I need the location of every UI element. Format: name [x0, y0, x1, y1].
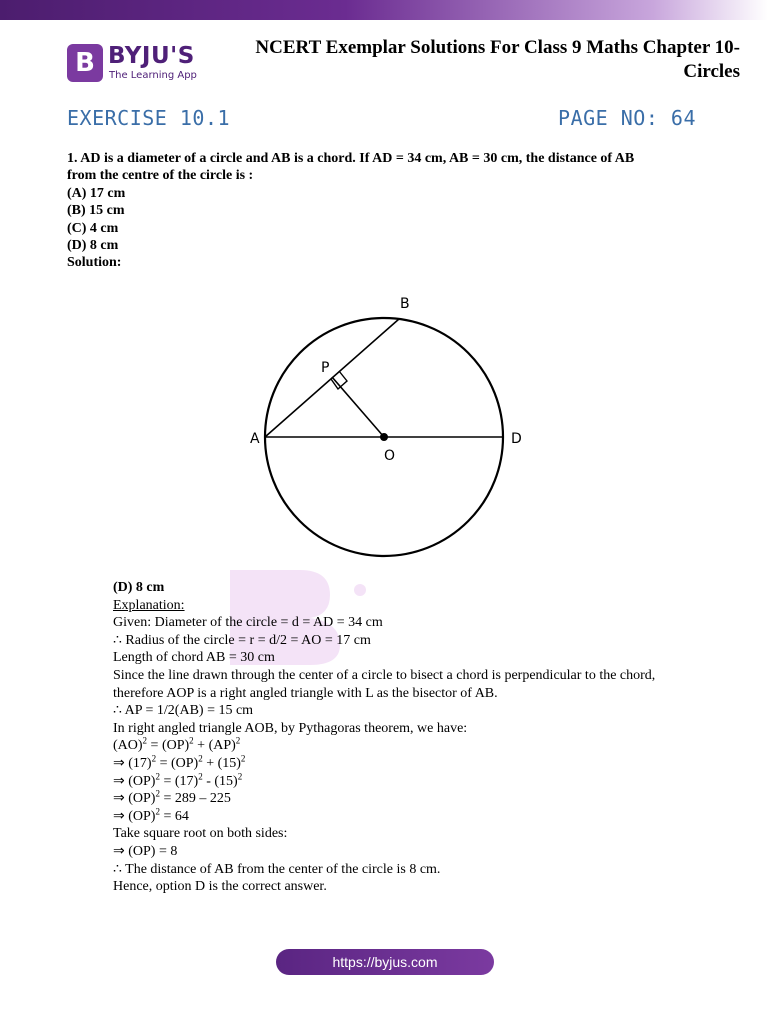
right-angle-mark: [331, 371, 347, 389]
byjus-logo: [67, 44, 202, 86]
document-title: [220, 36, 740, 84]
logo-tagline: The Learning App: [109, 70, 197, 81]
explanation-line: Hence, option D is the correct answer.: [113, 879, 327, 895]
label-b: B: [400, 296, 410, 312]
option-c: (C) 4 cm: [67, 220, 119, 236]
equation-line: ⇒ (OP)$^2$ = 64: [113, 806, 189, 824]
question-line: 1. AD is a diameter of a circle and AB is a chord. If AD = 34 cm, AB = 30 cm, the distance of AB: [67, 151, 635, 166]
explanation-line: ∴ AP = 1/2(AB) = 15 cm: [113, 703, 254, 719]
logo-brand-name: BYJU'S: [108, 43, 195, 69]
explanation-line: Length of chord AB = 30 cm: [113, 650, 275, 666]
solution-heading: Solution:: [67, 255, 122, 271]
option-d: (D) 8 cm: [67, 238, 119, 254]
question-line: from the centre of the circle is :: [67, 168, 254, 184]
label-a: A: [250, 431, 260, 447]
equation-line: ⇒ (OP)$^2$ = 289 – 225: [113, 788, 231, 807]
page-number-label: PAGE NO: 64: [558, 106, 696, 130]
equation-line: ⇒ $(17)^2 = (OP)^2 + (15)^2$: [113, 753, 246, 771]
top-brand-bar: [0, 0, 768, 20]
solution-block: [113, 579, 713, 896]
equation-line: (AO)$^2$ = (OP)$^2$ + (AP)$^2$: [113, 735, 241, 754]
question-block: [67, 150, 707, 272]
document-title-line-2: Circles: [683, 61, 740, 82]
document-title-line-1: NCERT Exemplar Solutions For Class 9 Maths Chapter 10-: [255, 37, 740, 58]
explanation-line: ∴ The distance of AB from the center of the circle is 8 cm.: [113, 861, 441, 877]
equation-line: ⇒ $(OP)^2 = (17)^2 - (15)^2$: [113, 770, 243, 789]
explanation-line: In right angled triangle AOB, by Pythagoras theorem, we have:: [113, 720, 468, 736]
label-p: P: [321, 360, 330, 376]
option-b: (B) 15 cm: [67, 203, 125, 219]
explanation-heading: Explanation:: [113, 597, 185, 613]
label-d: D: [511, 431, 522, 447]
circle-diagram: [230, 288, 540, 588]
footer-website-link[interactable]: https://byjus.com: [276, 949, 494, 975]
perpendicular-op: [332, 377, 384, 437]
explanation-line: ∴ Radius of the circle = r = d/2 = AO = 17 cm: [113, 632, 371, 648]
logo-letter: B: [75, 48, 95, 78]
option-a: (A) 17 cm: [67, 185, 126, 201]
explanation-line: Given: Diameter of the circle = d = AD = 34 cm: [113, 615, 383, 631]
explanation-line: therefore AOP is a right angled triangle with L as the bisector of AB.: [113, 685, 498, 701]
answer-option: (D) 8 cm: [113, 580, 165, 595]
centre-point: [380, 433, 388, 441]
explanation-line: ⇒ (OP) = 8: [113, 843, 178, 859]
label-o: O: [384, 448, 396, 464]
exercise-label: EXERCISE 10.1: [67, 106, 231, 130]
explanation-line: Since the line drawn through the center of a circle to bisect a chord is perpendicular to the chord,: [113, 667, 656, 683]
explanation-line: Take square root on both sides:: [113, 826, 288, 842]
